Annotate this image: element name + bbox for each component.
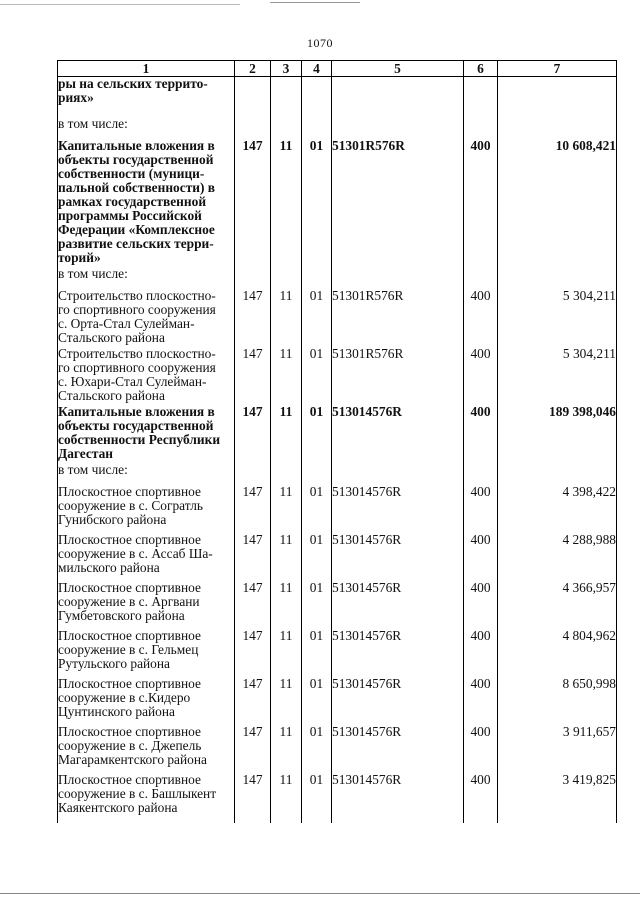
- cell-description: в том числе:: [58, 117, 235, 139]
- budget-table: [57, 60, 617, 823]
- cell-subsection: 01: [302, 139, 332, 267]
- cell-amount: 4 804,962: [498, 629, 617, 677]
- cell-code-2: [235, 117, 271, 139]
- cell-section: 11: [271, 533, 302, 581]
- cell-section: [271, 463, 302, 485]
- table-row: [58, 725, 617, 773]
- cell-description: в том числе:: [58, 463, 235, 485]
- cell-amount: [498, 77, 617, 118]
- cell-description: Плоскостное спортивное сооружение в с. Гельмец Рутульского района: [58, 629, 235, 677]
- cell-target-article: [332, 77, 464, 118]
- cell-target-article: 513014576R: [332, 405, 464, 463]
- cell-description: Строительство плоскостно- го спортивного сооружения с. Юхари-Стал Сулейман- Стальского района: [58, 347, 235, 405]
- cell-target-article: [332, 463, 464, 485]
- cell-section: 11: [271, 485, 302, 533]
- cell-expense-type: 400: [464, 347, 498, 405]
- cell-subsection: 01: [302, 485, 332, 533]
- cell-section: 11: [271, 139, 302, 267]
- scan-bottom-line: [0, 893, 640, 894]
- table-row: [58, 347, 617, 405]
- cell-code-2: 147: [235, 725, 271, 773]
- cell-amount: [498, 117, 617, 139]
- cell-target-article: 513014576R: [332, 773, 464, 823]
- cell-expense-type: [464, 267, 498, 289]
- cell-expense-type: [464, 463, 498, 485]
- cell-code-2: 147: [235, 139, 271, 267]
- table-row: [58, 773, 617, 823]
- cell-amount: [498, 267, 617, 289]
- cell-target-article: 513014576R: [332, 485, 464, 533]
- table-row: [58, 405, 617, 463]
- cell-expense-type: 400: [464, 405, 498, 463]
- cell-amount: 5 304,211: [498, 347, 617, 405]
- cell-section: 11: [271, 347, 302, 405]
- cell-section: 11: [271, 405, 302, 463]
- cell-description: Плоскостное спортивное сооружение в с. Согратль Гунибского района: [58, 485, 235, 533]
- cell-amount: 3 419,825: [498, 773, 617, 823]
- cell-subsection: 01: [302, 405, 332, 463]
- cell-section: 11: [271, 629, 302, 677]
- cell-amount: 10 608,421: [498, 139, 617, 267]
- cell-subsection: 01: [302, 629, 332, 677]
- header-row: [58, 61, 617, 77]
- table-row: [58, 267, 617, 289]
- cell-amount: [498, 463, 617, 485]
- cell-subsection: 01: [302, 289, 332, 347]
- cell-expense-type: 400: [464, 629, 498, 677]
- cell-section: [271, 117, 302, 139]
- cell-code-2: 147: [235, 289, 271, 347]
- cell-subsection: 01: [302, 773, 332, 823]
- cell-target-article: [332, 117, 464, 139]
- table-row: [58, 463, 617, 485]
- cell-code-2: 147: [235, 533, 271, 581]
- cell-code-2: 147: [235, 347, 271, 405]
- cell-description: Плоскостное спортивное сооружение в с.Кидеро Цунтинского района: [58, 677, 235, 725]
- cell-code-2: [235, 463, 271, 485]
- table-row: [58, 533, 617, 581]
- table-row: [58, 139, 617, 267]
- cell-code-2: [235, 267, 271, 289]
- cell-section: 11: [271, 581, 302, 629]
- table-row: [58, 117, 617, 139]
- scan-top-mark: [270, 2, 360, 3]
- cell-description: ры на сельских террито- риях»: [58, 77, 235, 118]
- table-row: [58, 485, 617, 533]
- cell-code-2: 147: [235, 677, 271, 725]
- cell-subsection: [302, 267, 332, 289]
- cell-amount: 4 366,957: [498, 581, 617, 629]
- cell-subsection: 01: [302, 725, 332, 773]
- cell-code-2: [235, 77, 271, 118]
- cell-target-article: [332, 267, 464, 289]
- cell-amount: 4 288,988: [498, 533, 617, 581]
- col-header-4: 4: [302, 61, 332, 77]
- cell-description: Капитальные вложения в объекты государственной собственности Республики Дагестан: [58, 405, 235, 463]
- cell-subsection: 01: [302, 347, 332, 405]
- cell-expense-type: 400: [464, 677, 498, 725]
- cell-expense-type: 400: [464, 581, 498, 629]
- cell-description: Плоскостное спортивное сооружение в с. Башлыкент Каякентского района: [58, 773, 235, 823]
- cell-expense-type: [464, 117, 498, 139]
- col-header-1: 1: [58, 61, 235, 77]
- cell-target-article: 513014576R: [332, 581, 464, 629]
- col-header-7: 7: [498, 61, 617, 77]
- col-header-3: 3: [271, 61, 302, 77]
- cell-code-2: 147: [235, 405, 271, 463]
- cell-description: Плоскостное спортивное сооружение в с. Ассаб Ша- мильского района: [58, 533, 235, 581]
- cell-description: Плоскостное спортивное сооружение в с. Джепель Магарамкентского района: [58, 725, 235, 773]
- cell-amount: 5 304,211: [498, 289, 617, 347]
- cell-expense-type: [464, 77, 498, 118]
- cell-amount: 3 911,657: [498, 725, 617, 773]
- cell-section: 11: [271, 289, 302, 347]
- cell-target-article: 513014576R: [332, 677, 464, 725]
- cell-target-article: 513014576R: [332, 533, 464, 581]
- col-header-5: 5: [332, 61, 464, 77]
- scan-top-line: [0, 4, 240, 5]
- cell-section: [271, 267, 302, 289]
- cell-target-article: 513014576R: [332, 725, 464, 773]
- cell-subsection: 01: [302, 533, 332, 581]
- col-header-6: 6: [464, 61, 498, 77]
- cell-expense-type: 400: [464, 725, 498, 773]
- cell-subsection: [302, 77, 332, 118]
- table-row: [58, 629, 617, 677]
- cell-subsection: [302, 117, 332, 139]
- cell-target-article: 513014576R: [332, 629, 464, 677]
- cell-target-article: 51301R576R: [332, 347, 464, 405]
- cell-amount: 8 650,998: [498, 677, 617, 725]
- page-number: 1070: [307, 36, 333, 50]
- cell-subsection: 01: [302, 581, 332, 629]
- table-row: [58, 677, 617, 725]
- cell-subsection: [302, 463, 332, 485]
- cell-section: 11: [271, 725, 302, 773]
- cell-section: 11: [271, 677, 302, 725]
- cell-expense-type: 400: [464, 485, 498, 533]
- cell-description: Плоскостное спортивное сооружение в с. Аргвани Гумбетовского района: [58, 581, 235, 629]
- cell-code-2: 147: [235, 485, 271, 533]
- cell-description: Капитальные вложения в объекты государственной собственности (муници- пальной собственности) в рамках государственной программы Российской Федерации «Комплексное развитие сельских терри- торий»: [58, 139, 235, 267]
- cell-code-2: 147: [235, 581, 271, 629]
- cell-expense-type: 400: [464, 533, 498, 581]
- cell-code-2: 147: [235, 773, 271, 823]
- cell-target-article: 51301R576R: [332, 289, 464, 347]
- col-header-2: 2: [235, 61, 271, 77]
- cell-section: 11: [271, 773, 302, 823]
- cell-amount: 4 398,422: [498, 485, 617, 533]
- cell-description: в том числе:: [58, 267, 235, 289]
- table-row: [58, 581, 617, 629]
- table-row: [58, 77, 617, 118]
- cell-expense-type: 400: [464, 139, 498, 267]
- cell-code-2: 147: [235, 629, 271, 677]
- table-row: [58, 289, 617, 347]
- cell-target-article: 51301R576R: [332, 139, 464, 267]
- cell-description: Строительство плоскостно- го спортивного сооружения с. Орта-Стал Сулейман- Стальского района: [58, 289, 235, 347]
- cell-expense-type: 400: [464, 289, 498, 347]
- cell-section: [271, 77, 302, 118]
- cell-subsection: 01: [302, 677, 332, 725]
- cell-expense-type: 400: [464, 773, 498, 823]
- cell-amount: 189 398,046: [498, 405, 617, 463]
